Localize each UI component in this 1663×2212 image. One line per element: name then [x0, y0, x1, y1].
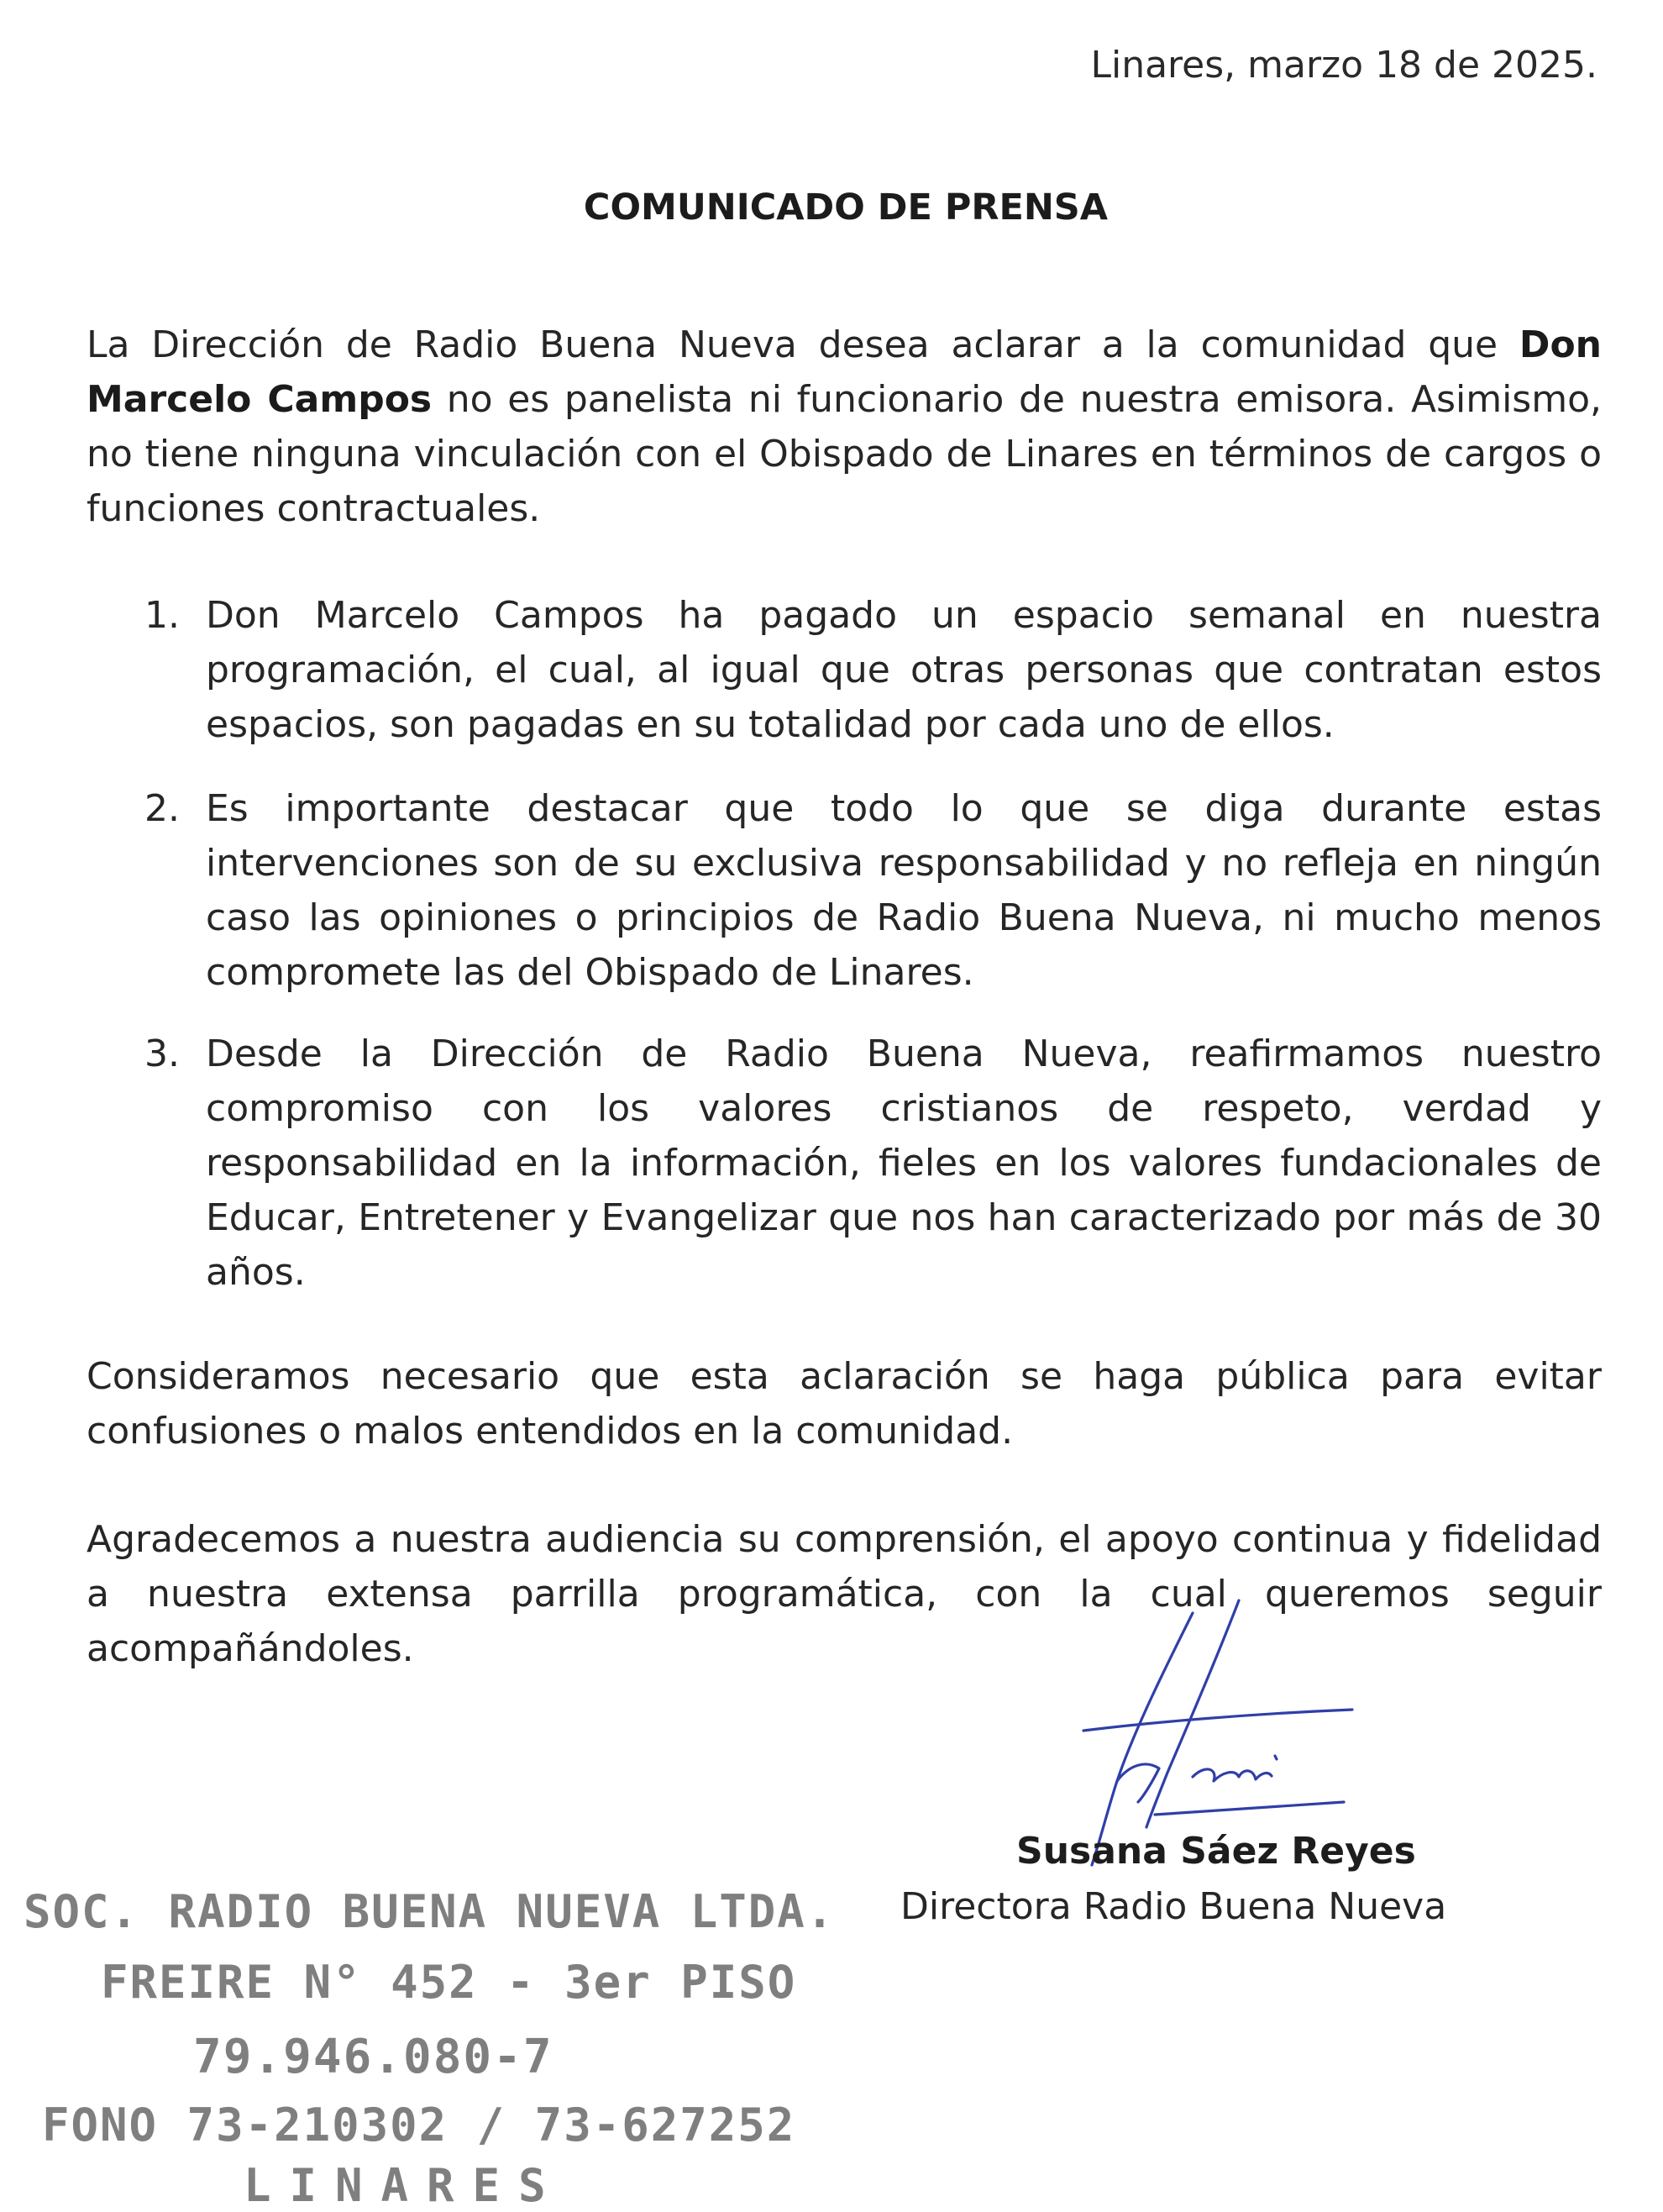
intro-paragraph [87, 318, 1602, 536]
intro-text-start: La Dirección de Radio Buena Nueva desea aclarar a la comunidad que [87, 323, 1519, 366]
stamp-address: FREIRE N° 452 - 3er PISO [101, 1956, 797, 2009]
closing-paragraph-1: Consideramos necesario que esta aclaración se haga pública para evitar confusiones o malos entendidos en la comunidad. [87, 1355, 1602, 1453]
document-date: Linares, marzo 18 de 2025. [1090, 44, 1597, 87]
stamp-company-name: SOC. RADIO BUENA NUEVA LTDA. [24, 1885, 836, 1938]
signatory-name: Susana Sáez Reyes [1016, 1830, 1416, 1873]
company-stamp [17, 1865, 836, 2212]
list-item-text: Desde la Dirección de Radio Buena Nueva, reafirmamos nuestro compromiso con los valores cristianos de respeto, verdad y responsabilidad en la información, fieles en los valores fundacionales de Educar, Entretener y Evangelizar que nos han caracterizado por más de 30 años. [206, 1032, 1602, 1294]
stamp-phone: FONO 73-210302 / 73-627252 [42, 2099, 796, 2152]
list-item-text: Es importante destacar que todo lo que se diga durante estas intervenciones son de su exclusiva responsabilidad y no refleja en ningún caso las opiniones o principios de Radio Buena Nueva, ni mucho menos compromete las del Obispado de Linares. [206, 787, 1602, 994]
document-title: COMUNICADO DE PRENSA [583, 187, 1109, 229]
list-item-text: Don Marcelo Campos ha pagado un espacio semanal en nuestra programación, el cual, al igual que otras personas que contratan estos espacios, son pagadas en su totalidad por cada uno de ellos. [206, 594, 1602, 746]
stamp-tax-id: 79.946.080-7 [193, 2030, 553, 2084]
stamp-city: LINARES [244, 2159, 564, 2212]
closing-paragraph-2: Agradecemos a nuestra audiencia su comprensión, el apoyo continua y fidelidad a nuestra extensa parrilla programática, con la cual queremos seguir acompañándoles. [87, 1518, 1602, 1670]
list-item-number: 3. [144, 1032, 180, 1075]
list-item-number: 2. [144, 787, 180, 830]
signatory-role: Directora Radio Buena Nueva [900, 1885, 1447, 1928]
intro-bold-name: Don Marcelo Campos [87, 323, 1602, 421]
list-item-number: 1. [144, 594, 180, 637]
intro-text-end: no es panelista ni funcionario de nuestra emisora. Asimismo, no tiene ninguna vinculación con el Obispado de Linares en términos de cargos o funciones contractuales. [87, 378, 1602, 530]
